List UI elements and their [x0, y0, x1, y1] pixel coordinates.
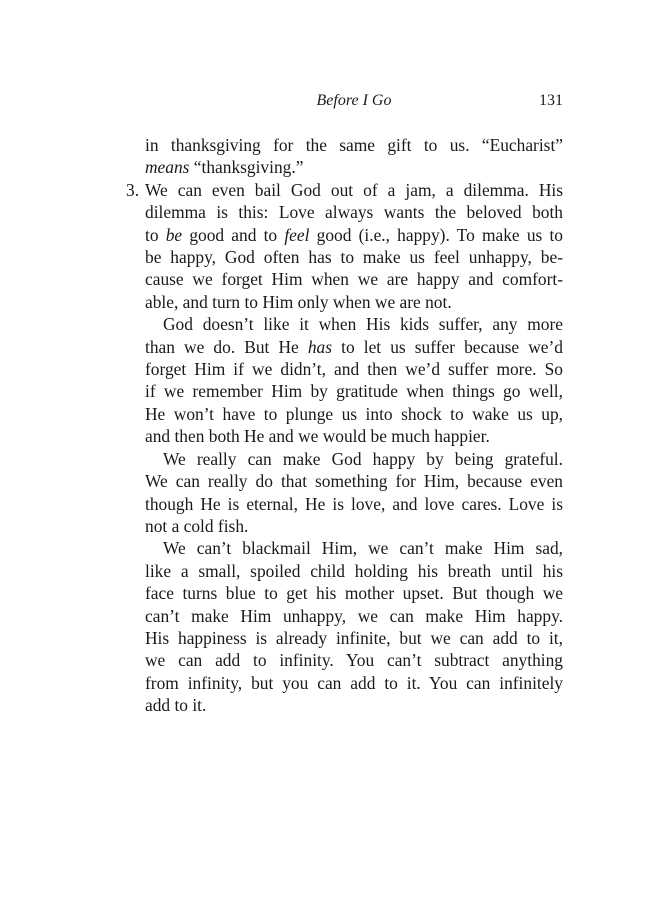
text-run: good (i.e., happy). To make us to	[309, 224, 564, 245]
emphasis: feel	[284, 224, 310, 245]
item-3-paragraph-2	[145, 313, 563, 447]
text-line: He won’t have to plunge us into shock to wake us up,	[145, 403, 563, 424]
text-line: be happy, God often has to make us feel unhappy, be-	[145, 247, 563, 268]
text-line: We really can make God happy by being grateful.	[163, 448, 563, 469]
page-number: 131	[539, 92, 563, 109]
text-line: cause we forget Him when we are happy and comfort-	[145, 269, 563, 290]
text-line: face turns blue to get his mother upset. But though we	[145, 583, 563, 604]
text-run: to	[145, 224, 166, 245]
text-line: His happiness is already infinite, but we can add to it,	[145, 627, 563, 648]
text-line: dilemma is this: Love always wants the beloved both	[145, 202, 563, 223]
emphasis: means	[145, 157, 190, 178]
text-line: like a small, spoiled child holding his breath until his	[145, 560, 563, 581]
list-item-3	[126, 179, 564, 313]
text-line: and then both He and we would be much happier.	[145, 426, 490, 447]
text-line: We can’t blackmail Him, we can’t make Him sad,	[163, 538, 563, 559]
text-line: God doesn’t like it when His kids suffer, any more	[163, 314, 563, 335]
text-run: good and to	[182, 224, 285, 245]
text-line: from infinity, but you can add to it. You can infinitely	[145, 672, 563, 693]
text-run: than we do. But He	[145, 336, 308, 357]
text-line: forget Him if we didn’t, and then we’d suffer more. So	[145, 359, 563, 380]
text-line: can’t make Him unhappy, we can make Him happy.	[145, 605, 563, 626]
text-line: able, and turn to Him only when we are not.	[145, 291, 452, 312]
text-line: in thanksgiving for the same gift to us. “Eucharist”	[145, 135, 563, 155]
text-line: We can really do that something for Him, because even	[145, 471, 563, 492]
text-line	[145, 224, 563, 246]
text-run: to let us suffer because we’d	[332, 336, 563, 357]
text-line	[145, 336, 563, 358]
running-head	[145, 92, 563, 116]
text-line: add to it.	[145, 695, 207, 716]
list-item-number: 3.	[126, 179, 140, 200]
item-3-paragraph-4	[145, 537, 563, 716]
text-line: not a cold fish.	[145, 515, 249, 536]
continuation-paragraph	[145, 134, 563, 179]
item-3-paragraph-3	[145, 448, 563, 538]
running-title: Before I Go	[316, 92, 392, 109]
text-line: if we remember Him by gratitude when things go well,	[145, 381, 563, 402]
emphasis: has	[307, 336, 333, 357]
text-line	[145, 156, 563, 178]
text-run: “thanksgiving.”	[189, 157, 304, 178]
body-text	[126, 134, 564, 717]
emphasis: be	[165, 224, 183, 245]
text-line: we can add to infinity. You can’t subtract anything	[145, 650, 563, 671]
text-line: though He is eternal, He is love, and love cares. Love is	[145, 493, 563, 514]
text-line: We can even bail God out of a jam, a dilemma. His	[145, 179, 563, 200]
